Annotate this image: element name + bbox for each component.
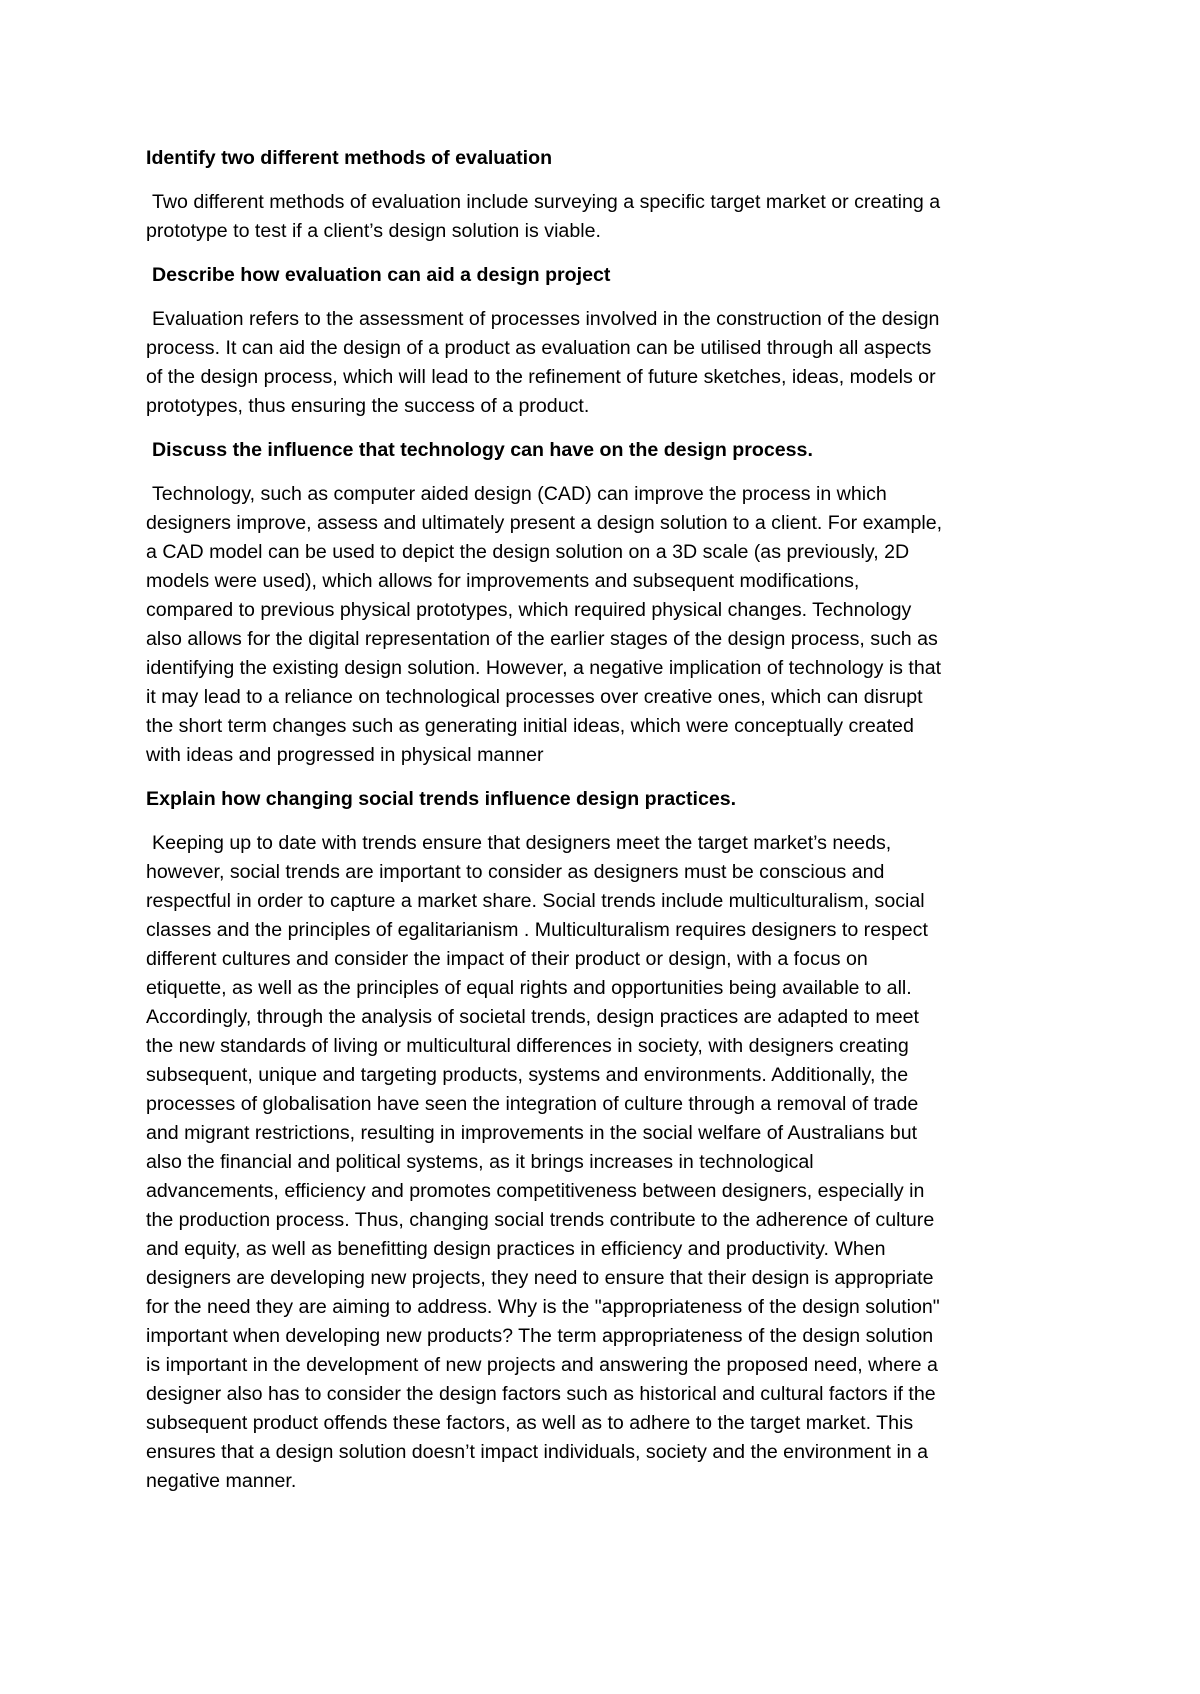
body-line: Two different methods of evaluation include surveying a specific target market or creating a xyxy=(152,191,941,213)
section-heading-evaluation-aid: Describe how evaluation can aid a design project xyxy=(152,264,611,286)
body-line: Accordingly, through the analysis of societal trends, design practices are adapted to meet xyxy=(146,1006,919,1028)
section-heading-methods-of-evaluation: Identify two different methods of evaluation xyxy=(146,147,553,169)
body-line: and equity, as well as benefitting design practices in efficiency and productivity. When xyxy=(146,1238,886,1260)
section-body-evaluation-aid xyxy=(146,305,1066,421)
body-line: different cultures and consider the impact of their product or design, with a focus on xyxy=(146,948,868,970)
body-line: however, social trends are important to consider as designers must be conscious and xyxy=(146,861,885,883)
body-line: for the need they are aiming to address. Why is the "appropriateness of the design solution" xyxy=(146,1296,940,1318)
body-line: subsequent product offends these factors, as well as to adhere to the target market. This xyxy=(146,1412,914,1434)
section-body-social-trends xyxy=(146,829,1066,1496)
section-heading-technology-influence: Discuss the influence that technology can have on the design process. xyxy=(152,439,813,461)
body-line: the new standards of living or multicultural differences in society, with designers creating xyxy=(146,1035,909,1057)
body-line: is important in the development of new projects and answering the proposed need, where a xyxy=(146,1354,938,1376)
body-line: Evaluation refers to the assessment of processes involved in the construction of the design xyxy=(152,308,940,330)
body-line: it may lead to a reliance on technological processes over creative ones, which can disrupt xyxy=(146,686,923,708)
body-line: the short term changes such as generating initial ideas, which were conceptually created xyxy=(146,715,914,737)
body-line: subsequent, unique and targeting products, systems and environments. Additionally, the xyxy=(146,1064,909,1086)
body-line: the production process. Thus, changing social trends contribute to the adherence of culture xyxy=(146,1209,935,1231)
body-line: also the financial and political systems, as it brings increases in technological xyxy=(146,1151,814,1173)
body-line: designers are developing new projects, they need to ensure that their design is appropriate xyxy=(146,1267,934,1289)
body-line: with ideas and progressed in physical manner xyxy=(146,744,544,766)
body-line: process. It can aid the design of a product as evaluation can be utilised through all aspects xyxy=(146,337,932,359)
body-line: respectful in order to capture a market share. Social trends include multiculturalism, social xyxy=(146,890,925,912)
body-line: also allows for the digital representation of the earlier stages of the design process, such as xyxy=(146,628,938,650)
body-line: of the design process, which will lead to the refinement of future sketches, ideas, models or xyxy=(146,366,936,388)
section-body-technology-influence xyxy=(146,480,1066,770)
body-line: classes and the principles of egalitarianism . Multiculturalism requires designers to respect xyxy=(146,919,928,941)
body-line: important when developing new products? The term appropriateness of the design solution xyxy=(146,1325,934,1347)
section-heading-social-trends: Explain how changing social trends influence design practices. xyxy=(146,788,737,810)
body-line: processes of globalisation have seen the integration of culture through a removal of trade xyxy=(146,1093,919,1115)
body-line: designers improve, assess and ultimately present a design solution to a client. For example, xyxy=(146,512,943,534)
body-line: a CAD model can be used to depict the design solution on a 3D scale (as previously, 2D xyxy=(146,541,910,563)
body-line: ensures that a design solution doesn’t impact individuals, society and the environment in a xyxy=(146,1441,929,1463)
body-line: identifying the existing design solution. However, a negative implication of technology is that xyxy=(146,657,942,679)
body-line: etiquette, as well as the principles of equal rights and opportunities being available to all. xyxy=(146,977,912,999)
section-body-methods-of-evaluation xyxy=(146,188,1066,246)
body-line: models were used), which allows for improvements and subsequent modifications, xyxy=(146,570,860,592)
document-page xyxy=(146,144,1066,1511)
body-line: Technology, such as computer aided design (CAD) can improve the process in which xyxy=(152,483,887,505)
body-line: and migrant restrictions, resulting in improvements in the social welfare of Australians but xyxy=(146,1122,918,1144)
body-line: advancements, efficiency and promotes competitiveness between designers, especially in xyxy=(146,1180,925,1202)
body-line: Keeping up to date with trends ensure that designers meet the target market’s needs, xyxy=(152,832,892,854)
body-line: prototypes, thus ensuring the success of a product. xyxy=(146,395,590,417)
body-line: designer also has to consider the design factors such as historical and cultural factors if the xyxy=(146,1383,936,1405)
body-line: compared to previous physical prototypes, which required physical changes. Technology xyxy=(146,599,912,621)
body-line: prototype to test if a client’s design solution is viable. xyxy=(146,220,601,242)
body-line: negative manner. xyxy=(146,1470,297,1492)
